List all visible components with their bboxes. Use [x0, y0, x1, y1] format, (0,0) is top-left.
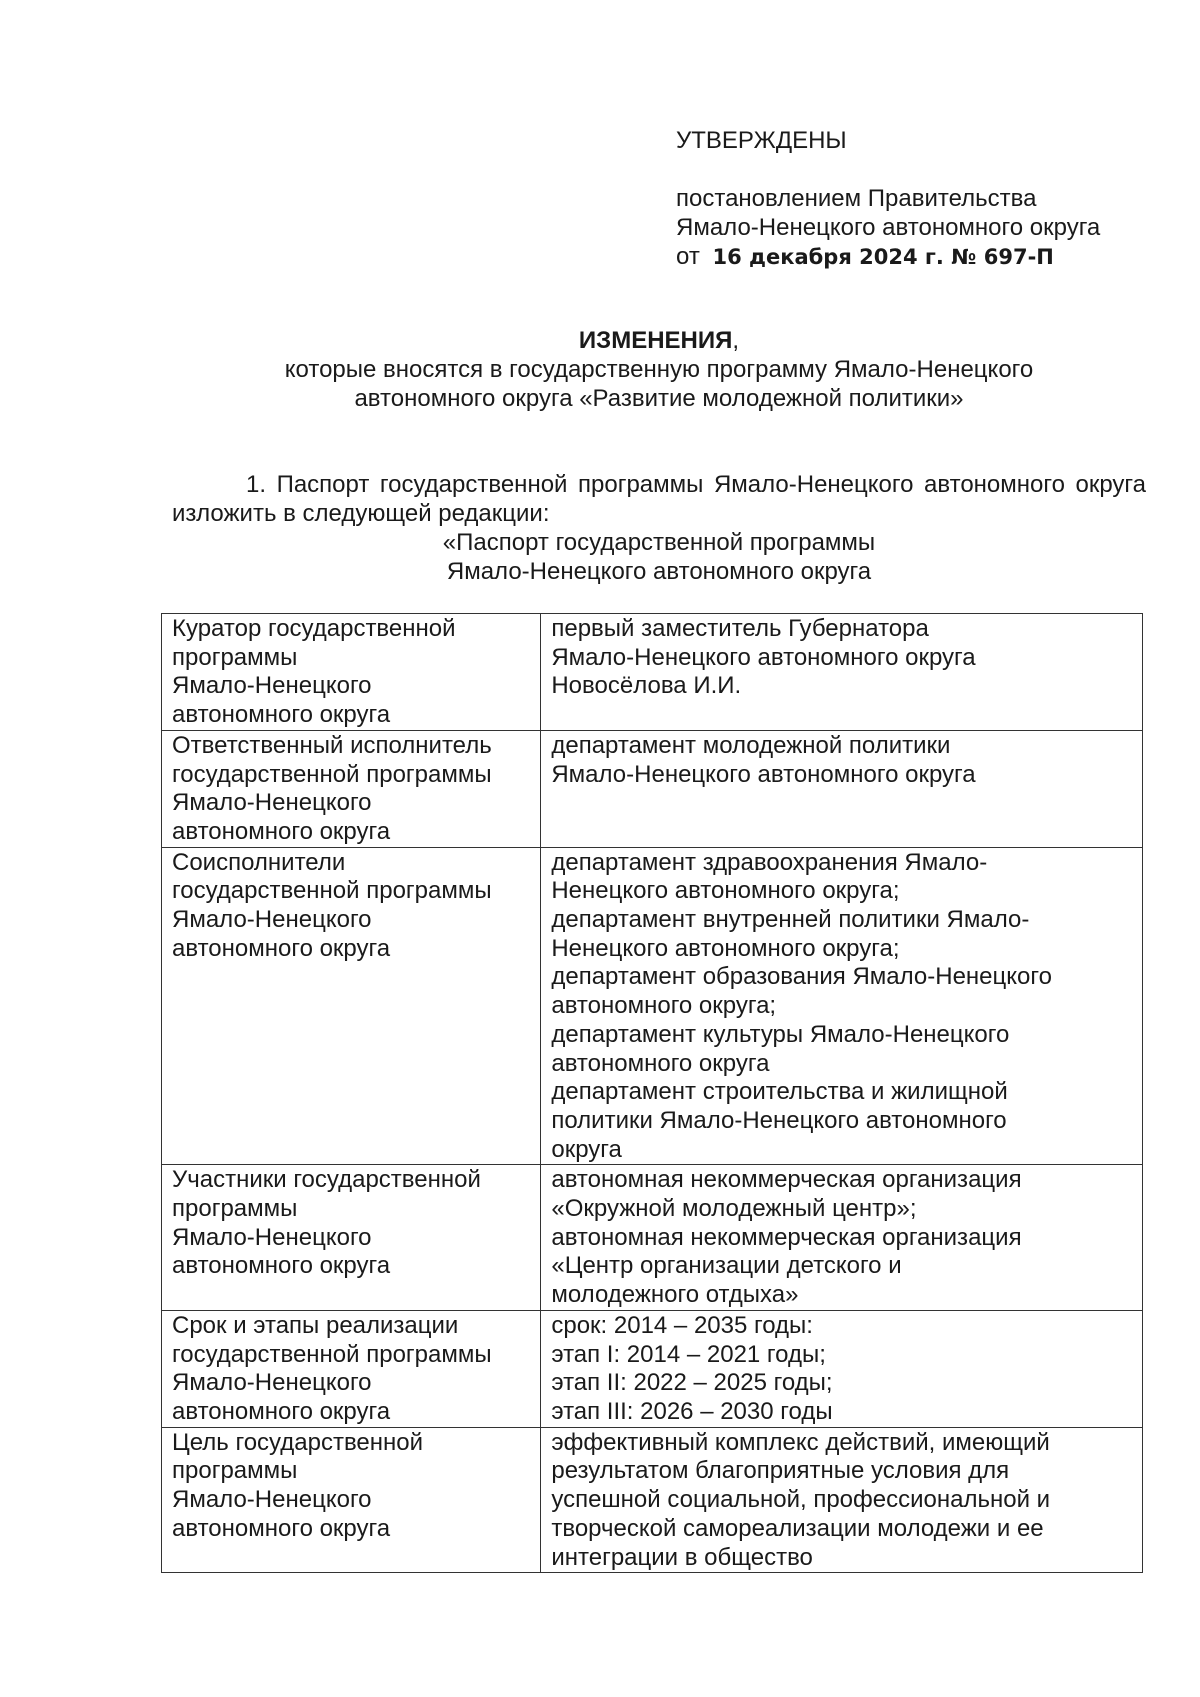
row-label-line: автономного округа [172, 1514, 391, 1542]
row-label-line: автономного округа [172, 817, 391, 845]
row-label-line: Ямало-Ненецкого [172, 789, 372, 817]
row-value-line: политики Ямало-Ненецкого автономного [551, 1106, 1007, 1134]
approval-title: УТВЕРЖДЕНЫ [676, 127, 847, 154]
row-label-line: Цель государственной [172, 1428, 424, 1456]
row-value-line: департамент культуры Ямало-Ненецкого [551, 1020, 1010, 1048]
row-label-line: Куратор государственной [172, 615, 456, 642]
row-value-line: результатом благоприятные условия для [551, 1457, 1010, 1485]
row-value-line: «Окружной молодежный центр»; [551, 1195, 917, 1223]
doc-subtitle-line-2: автономного округа «Развитие молодежной политики» [354, 385, 964, 412]
row-value-line: срок: 2014 – 2035 годы: [551, 1311, 813, 1339]
row-value-cell [541, 847, 1143, 1165]
row-value-line: Ямало-Ненецкого автономного округа [551, 760, 976, 788]
passport-title-line-2: Ямало-Ненецкого автономного округа [446, 558, 872, 585]
row-label-line: автономного округа [172, 701, 391, 729]
row-value-line: интеграции в общество [551, 1543, 813, 1571]
row-value-line: Ямало-Ненецкого автономного округа [551, 643, 976, 671]
row-value-line: молодежного отдыха» [551, 1281, 799, 1309]
doc-title: ИЗМЕНЕНИЯ [578, 327, 733, 354]
row-value-line: успешной социальной, профессиональной и [551, 1486, 1051, 1514]
row-label-cell [162, 1165, 541, 1311]
row-value-line: «Центр организации детского и [551, 1252, 902, 1280]
row-label-line: Ямало-Ненецкого [172, 1369, 372, 1397]
table-row [162, 614, 1143, 731]
row-value-line: творческой самореализации молодежи и ее [551, 1514, 1044, 1542]
approval-date-value: 16 декабря 2024 г. № 697-П [712, 245, 1054, 269]
row-label-cell [162, 847, 541, 1165]
row-value-line: департамент здравоохранения Ямало- [551, 848, 988, 876]
table-row [162, 1427, 1143, 1573]
row-label-line: автономного округа [172, 1397, 391, 1425]
document-heading [172, 326, 1146, 413]
row-label-line: государственной программы [172, 1340, 492, 1368]
row-value-line: департамент внутренней политики Ямало- [551, 906, 1030, 934]
approval-date-line [676, 242, 1176, 272]
intro-paragraph: 1. Паспорт государственной программы Ямало-Ненецкого автономного округа изложить в следующей редакции: [172, 471, 1146, 527]
row-label-line: автономного округа [172, 934, 391, 962]
row-label-cell [162, 614, 541, 731]
row-label-line: Соисполнители [172, 848, 346, 876]
passport-title-line-1: «Паспорт государственной программы [442, 529, 876, 556]
table-row [162, 730, 1143, 847]
passport-table-body [162, 614, 1143, 1573]
passport-table [161, 613, 1143, 1573]
row-value-line: департамент строительства и жилищной [551, 1078, 1008, 1106]
row-value-cell [541, 1310, 1143, 1427]
row-value-line: первый заместитель Губернатора [551, 615, 929, 642]
row-label-line: Ямало-Ненецкого [172, 672, 372, 700]
row-value-line: Ненецкого автономного округа; [551, 877, 900, 905]
row-value-line: департамент образования Ямало-Ненецкого [551, 963, 1052, 991]
table-row [162, 847, 1143, 1165]
row-label-line: программы [172, 643, 298, 671]
row-value-line: Ненецкого автономного округа; [551, 934, 900, 962]
row-value-line: автономного округа [551, 1049, 770, 1077]
doc-subtitle-line-1: которые вносятся в государственную программу Ямало-Ненецкого [284, 356, 1034, 383]
doc-title-suffix: , [732, 327, 740, 354]
row-label-line: Срок и этапы реализации [172, 1311, 459, 1339]
row-label-line: автономного округа [172, 1252, 391, 1280]
row-label-line: Ямало-Ненецкого [172, 1486, 372, 1514]
row-label-cell [162, 1310, 541, 1427]
row-value-line: этап II: 2022 – 2025 годы; [551, 1369, 833, 1397]
row-value-line: этап I: 2014 – 2021 годы; [551, 1340, 826, 1368]
row-value-cell [541, 730, 1143, 847]
row-value-line: эффективный комплекс действий, имеющий [551, 1428, 1050, 1456]
row-value-line: Новосёлова И.И. [551, 672, 742, 700]
row-value-line: автономная некоммерческая организация [551, 1223, 1022, 1251]
table-row [162, 1165, 1143, 1311]
row-label-line: Ямало-Ненецкого [172, 906, 372, 934]
row-value-line: автономная некоммерческая организация [551, 1166, 1022, 1194]
row-label-line: программы [172, 1457, 298, 1485]
table-row [162, 1310, 1143, 1427]
row-label-line: Ямало-Ненецкого [172, 1223, 372, 1251]
row-label-cell [162, 1427, 541, 1573]
row-value-line: этап III: 2026 – 2030 годы [551, 1397, 833, 1425]
row-value-line: департамент молодежной политики [551, 731, 951, 759]
row-label-line: государственной программы [172, 760, 492, 788]
approval-stamp [676, 126, 1176, 272]
row-value-cell [541, 1427, 1143, 1573]
row-value-cell [541, 614, 1143, 731]
row-label-cell [162, 730, 541, 847]
row-label-line: Участники государственной [172, 1166, 481, 1194]
approval-line-2: Ямало-Ненецкого автономного округа [676, 214, 1101, 241]
intro-section [172, 470, 1146, 586]
row-label-line: Ответственный исполнитель [172, 731, 492, 759]
row-value-cell [541, 1165, 1143, 1311]
row-label-line: программы [172, 1195, 298, 1223]
heading-title-line [172, 326, 1146, 355]
approval-date-prefix: от [676, 243, 700, 270]
row-value-line: округа [551, 1135, 622, 1163]
row-value-line: автономного округа; [551, 992, 777, 1020]
row-label-line: государственной программы [172, 877, 492, 905]
approval-line-1: постановлением Правительства [676, 185, 1037, 212]
